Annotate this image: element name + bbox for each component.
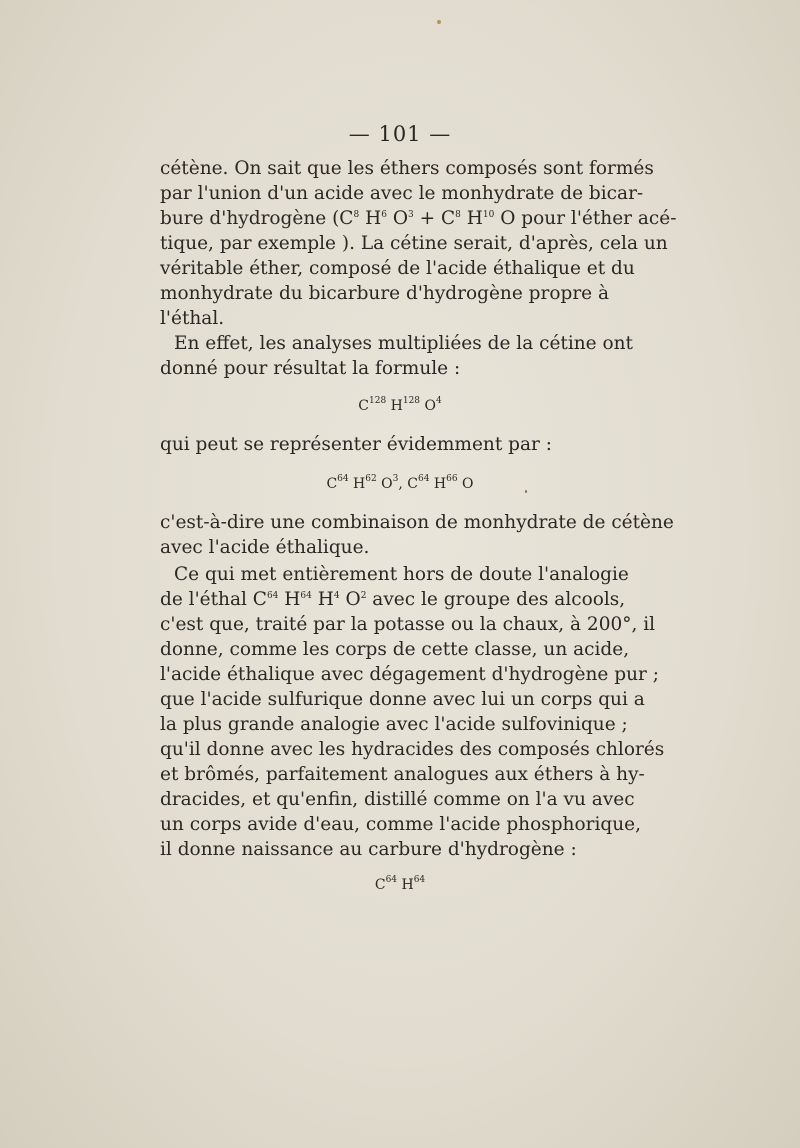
text-line: véritable éther, composé de l'acide éthalique et du <box>160 258 635 279</box>
formula-cetine-split: $C^{64}$ $H^{62}$ $O^3$, $C^{64}$ $H^{66}$ O <box>326 474 474 492</box>
text-line: c'est que, traité par la potasse ou la chaux, à 200°, il <box>160 614 656 635</box>
text-line: l'acide éthalique avec dégagement d'hydrogène pur ; <box>160 664 659 685</box>
text-line: de l'éthal $C^{64}$ $H^{64}$ $H^4$ $O^2$ avec le groupe des alcools, <box>160 589 626 610</box>
paper-stain <box>437 20 441 24</box>
text-line: En effet, les analyses multipliées de la cétine ont <box>174 333 633 354</box>
text-line: qui peut se représenter évidemment par : <box>160 434 552 455</box>
formula-carbure: $C^{64}$ $H^{64}$ <box>374 875 426 893</box>
paper-speck <box>525 490 527 493</box>
text-line: par l'union d'un acide avec le monhydrate de bicar- <box>160 183 644 204</box>
text-line: avec l'acide éthalique. <box>160 537 370 558</box>
page-number: — 101 — <box>348 122 452 146</box>
text-line: donné pour résultat la formule : <box>160 358 461 379</box>
text-line: dracides, et qu'enfin, distillé comme on l'a vu avec <box>160 789 635 810</box>
text-line: donne, comme les corps de cette classe, un acide, <box>160 639 630 660</box>
text-line: tique, par exemple ). La cétine serait, d'après, cela un <box>160 233 668 254</box>
text-line: qu'il donne avec les hydracides des composés chlorés <box>160 739 665 760</box>
text-line: Ce qui met entièrement hors de doute l'analogie <box>174 564 629 585</box>
text-line: que l'acide sulfurique donne avec lui un corps qui a <box>160 689 645 710</box>
text-line: la plus grande analogie avec l'acide sulfovinique ; <box>160 714 628 735</box>
text-line: et brômés, parfaitement analogues aux éthers à hy- <box>160 764 645 785</box>
text-line: un corps avide d'eau, comme l'acide phosphorique, <box>160 814 641 835</box>
text-line: c'est-à-dire une combinaison de monhydrate de cétène <box>160 512 674 533</box>
formula-cetine: $C^{128}$ $H^{128}$ $O^4$ <box>358 396 442 414</box>
text-line: cétène. On sait que les éthers composés sont formés <box>160 158 654 179</box>
text-line: bure d'hydrogène ($C^8$ $H^6$ $O^3 + C^8$ $H^{10}$ O pour l'éther acé- <box>160 208 677 229</box>
text-line: monhydrate du bicarbure d'hydrogène propre à <box>160 283 610 304</box>
text-line: il donne naissance au carbure d'hydrogène : <box>160 839 577 860</box>
text-line: l'éthal. <box>160 308 225 329</box>
